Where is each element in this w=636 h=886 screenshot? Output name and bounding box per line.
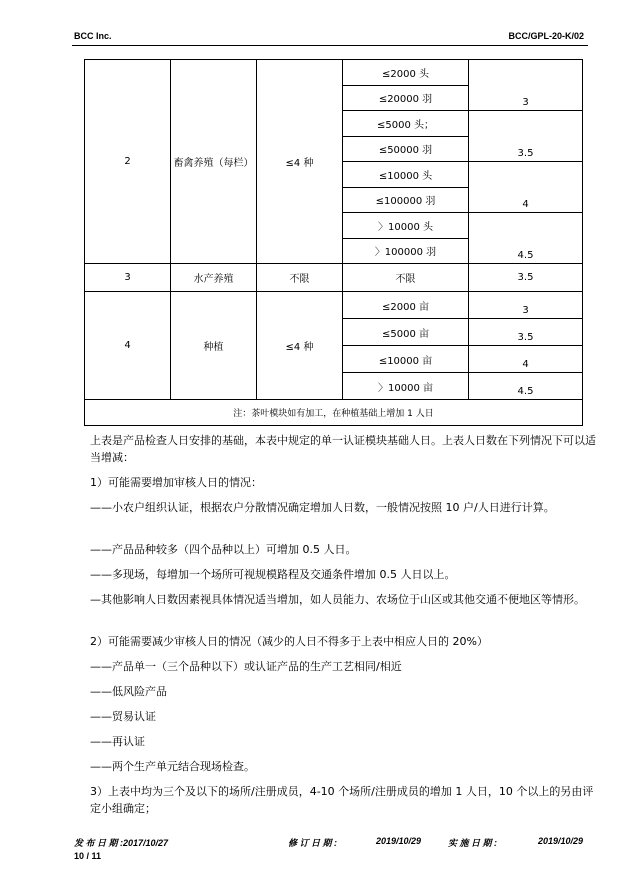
list-item: ——产品品种较多（四个品种以上）可增加 0.5 人日。 [90, 543, 357, 556]
list-item: ——贸易认证 [90, 710, 156, 723]
scale-cell: ≤100000 羽 [343, 187, 469, 213]
days-cell: 3.5 [469, 319, 583, 346]
publish-date: 发 布 日 期 :2017/10/27 [74, 838, 169, 848]
scale-cell: ≤10000 头 [343, 162, 469, 188]
table-row [85, 60, 583, 86]
days-cell: 4 [469, 162, 583, 213]
list-item: ——再认证 [90, 735, 145, 748]
scope-value: ≤4 种 [257, 292, 343, 400]
scale-cell: ≤2000 亩 [343, 292, 469, 319]
implement-date-label: 实 施 日 期 : [448, 838, 497, 848]
row-number: 4 [85, 292, 171, 400]
days-cell: 3.5 [469, 264, 583, 292]
days-cell: 4 [469, 346, 583, 373]
row-number: 2 [85, 60, 171, 264]
section-1-title: 1）可能需要增加审核人日的情况： [90, 476, 262, 489]
table-row [85, 400, 583, 426]
row-number: 3 [85, 264, 171, 292]
scale-cell: ≤10000 亩 [343, 346, 469, 373]
scale-cell: ≤2000 头 [343, 60, 469, 86]
module-category: 水产养殖 [171, 264, 257, 292]
days-cell: 4.5 [469, 373, 583, 400]
revise-date-label: 修 订 日 期 : [288, 838, 337, 848]
header-rule [72, 45, 588, 46]
page-number: 10 / 11 [74, 851, 102, 861]
list-item: ——两个生产单元结合现场检查。 [90, 760, 255, 773]
section-2-title: 2）可能需要减少审核人日的情况（减少的人日不得多于上表中相应人日的 20%） [90, 635, 488, 648]
scale-cell: ≤5000 头； [343, 111, 469, 137]
implement-date: 2019/10/29 [538, 836, 584, 846]
module-category: 种植 [171, 292, 257, 400]
days-cell: 4.5 [469, 213, 583, 264]
audit-days-table [84, 59, 583, 426]
document-code: BCC/GPL-20-K/02 [508, 31, 584, 41]
table-note: 注：茶叶模块如有加工，在种植基础上增加 1 人日 [85, 400, 583, 426]
page-header [74, 31, 584, 45]
list-item: —其他影响人日数因素视具体情况适当增加，如人员能力、农场位于山区或其他交通不便地区等情形。 [90, 593, 585, 606]
days-cell: 3 [469, 292, 583, 319]
section-3-paragraph: 3）上表中均为三个及以下的场所/注册成员，4-10 个场所/注册成员的增加 1 人日，10 个以上的另由评定小组确定； [90, 785, 594, 815]
company-name: BCC Inc. [74, 31, 112, 41]
days-cell: 3 [469, 60, 583, 111]
days-cell: 3.5 [469, 111, 583, 162]
scale-cell: ≤20000 羽 [343, 85, 469, 111]
scope-value: ≤4 种 [257, 60, 343, 264]
scale-cell: 〉10000 头 [343, 213, 469, 239]
scope-value: 不限 [257, 264, 343, 292]
table-row [85, 292, 583, 319]
list-item: ——小农户组织认证，根据农户分散情况确定增加人日数，一般情况按照 10 户/人日进行计算。 [90, 501, 555, 514]
scale-cell: 不限 [343, 264, 469, 292]
scale-cell: ≤50000 羽 [343, 136, 469, 162]
scale-cell: 〉100000 羽 [343, 238, 469, 264]
scale-cell: 〉10000 亩 [343, 373, 469, 400]
list-item: ——多现场，每增加一个场所可视规模路程及交通条件增加 0.5 人日以上。 [90, 568, 456, 581]
table-row [85, 264, 583, 292]
revise-date: 2019/10/29 [376, 836, 422, 846]
list-item: ——产品单一（三个品种以下）或认证产品的生产工艺相同/相近 [90, 660, 402, 673]
scale-cell: ≤5000 亩 [343, 319, 469, 346]
list-item: ——低风险产品 [90, 685, 167, 698]
intro-paragraph: 上表是产品检查人日安排的基础，本表中规定的单一认证模块基础人日。上表人日数在下列情况下可以适当增减： [90, 434, 596, 464]
module-category: 畜禽养殖（每栏） [171, 60, 257, 264]
